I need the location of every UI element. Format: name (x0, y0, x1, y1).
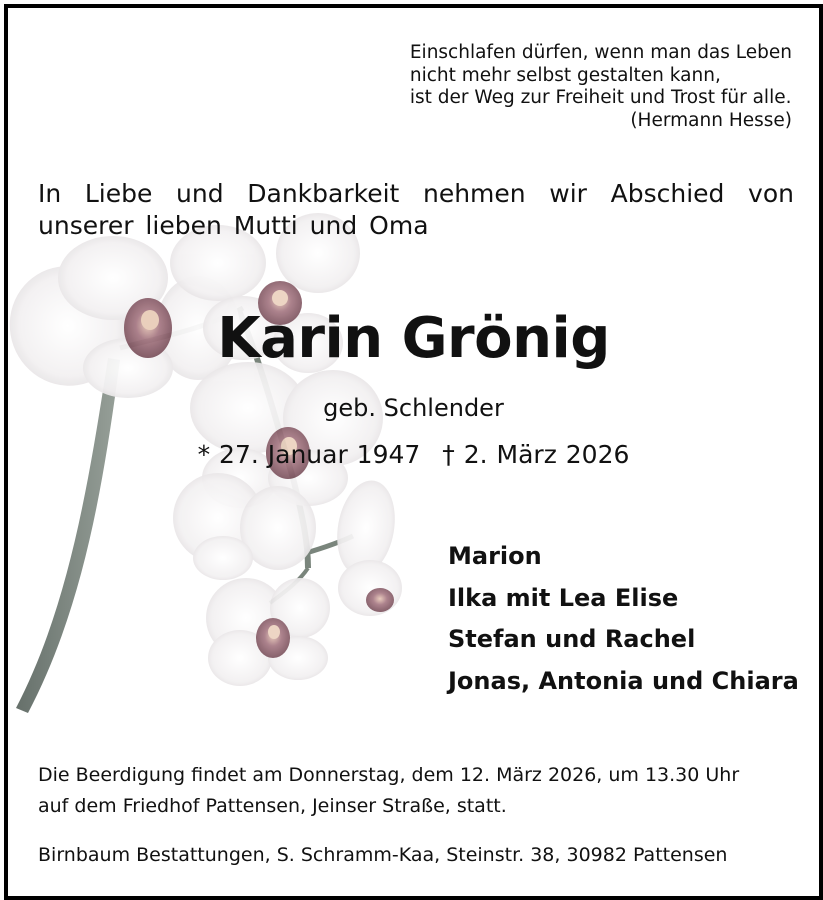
funeral-info (38, 760, 798, 822)
mourner-item: Ilka mit Lea Elise (448, 583, 679, 612)
mourners-list (448, 536, 799, 702)
funeral-line-2: auf dem Friedhof Pattensen, Jeinser Straße, statt. (38, 795, 507, 817)
quote-line-3: ist der Weg zur Freiheit und Trost für alle. (409, 87, 792, 108)
quote-line-1: Einschlafen dürfen, wenn man das Leben (409, 42, 792, 63)
birth-date: * 27. Januar 1947 (197, 440, 421, 469)
intro-text: In Liebe und Dankbarkeit nehmen wir Abschied von unserer lieben Mutti und Oma (38, 179, 794, 240)
death-date: † 2. März 2026 (442, 440, 630, 469)
epitaph-quote (410, 42, 792, 132)
mourner-item: Stefan und Rachel (448, 625, 696, 653)
funeral-line-1: Die Beerdigung findet am Donnerstag, dem 12. März 2026, um 13.30 Uhr (38, 764, 740, 786)
obituary-notice (4, 4, 823, 900)
life-dates (8, 440, 819, 469)
deceased-name: Karin Grönig (217, 306, 610, 371)
quote-line-2: nicht mehr selbst gestalten kann, (409, 64, 721, 86)
mourner-item: Marion (448, 542, 542, 570)
mourner-item: Jonas, Antonia und Chiara (448, 666, 799, 695)
maiden-name: geb. Schlender (323, 394, 504, 422)
quote-author: (Hermann Hesse) (630, 109, 792, 131)
undertaker-info: Birnbaum Bestattungen, S. Schramm-Kaa, Steinstr. 38, 30982 Pattensen (38, 844, 728, 866)
